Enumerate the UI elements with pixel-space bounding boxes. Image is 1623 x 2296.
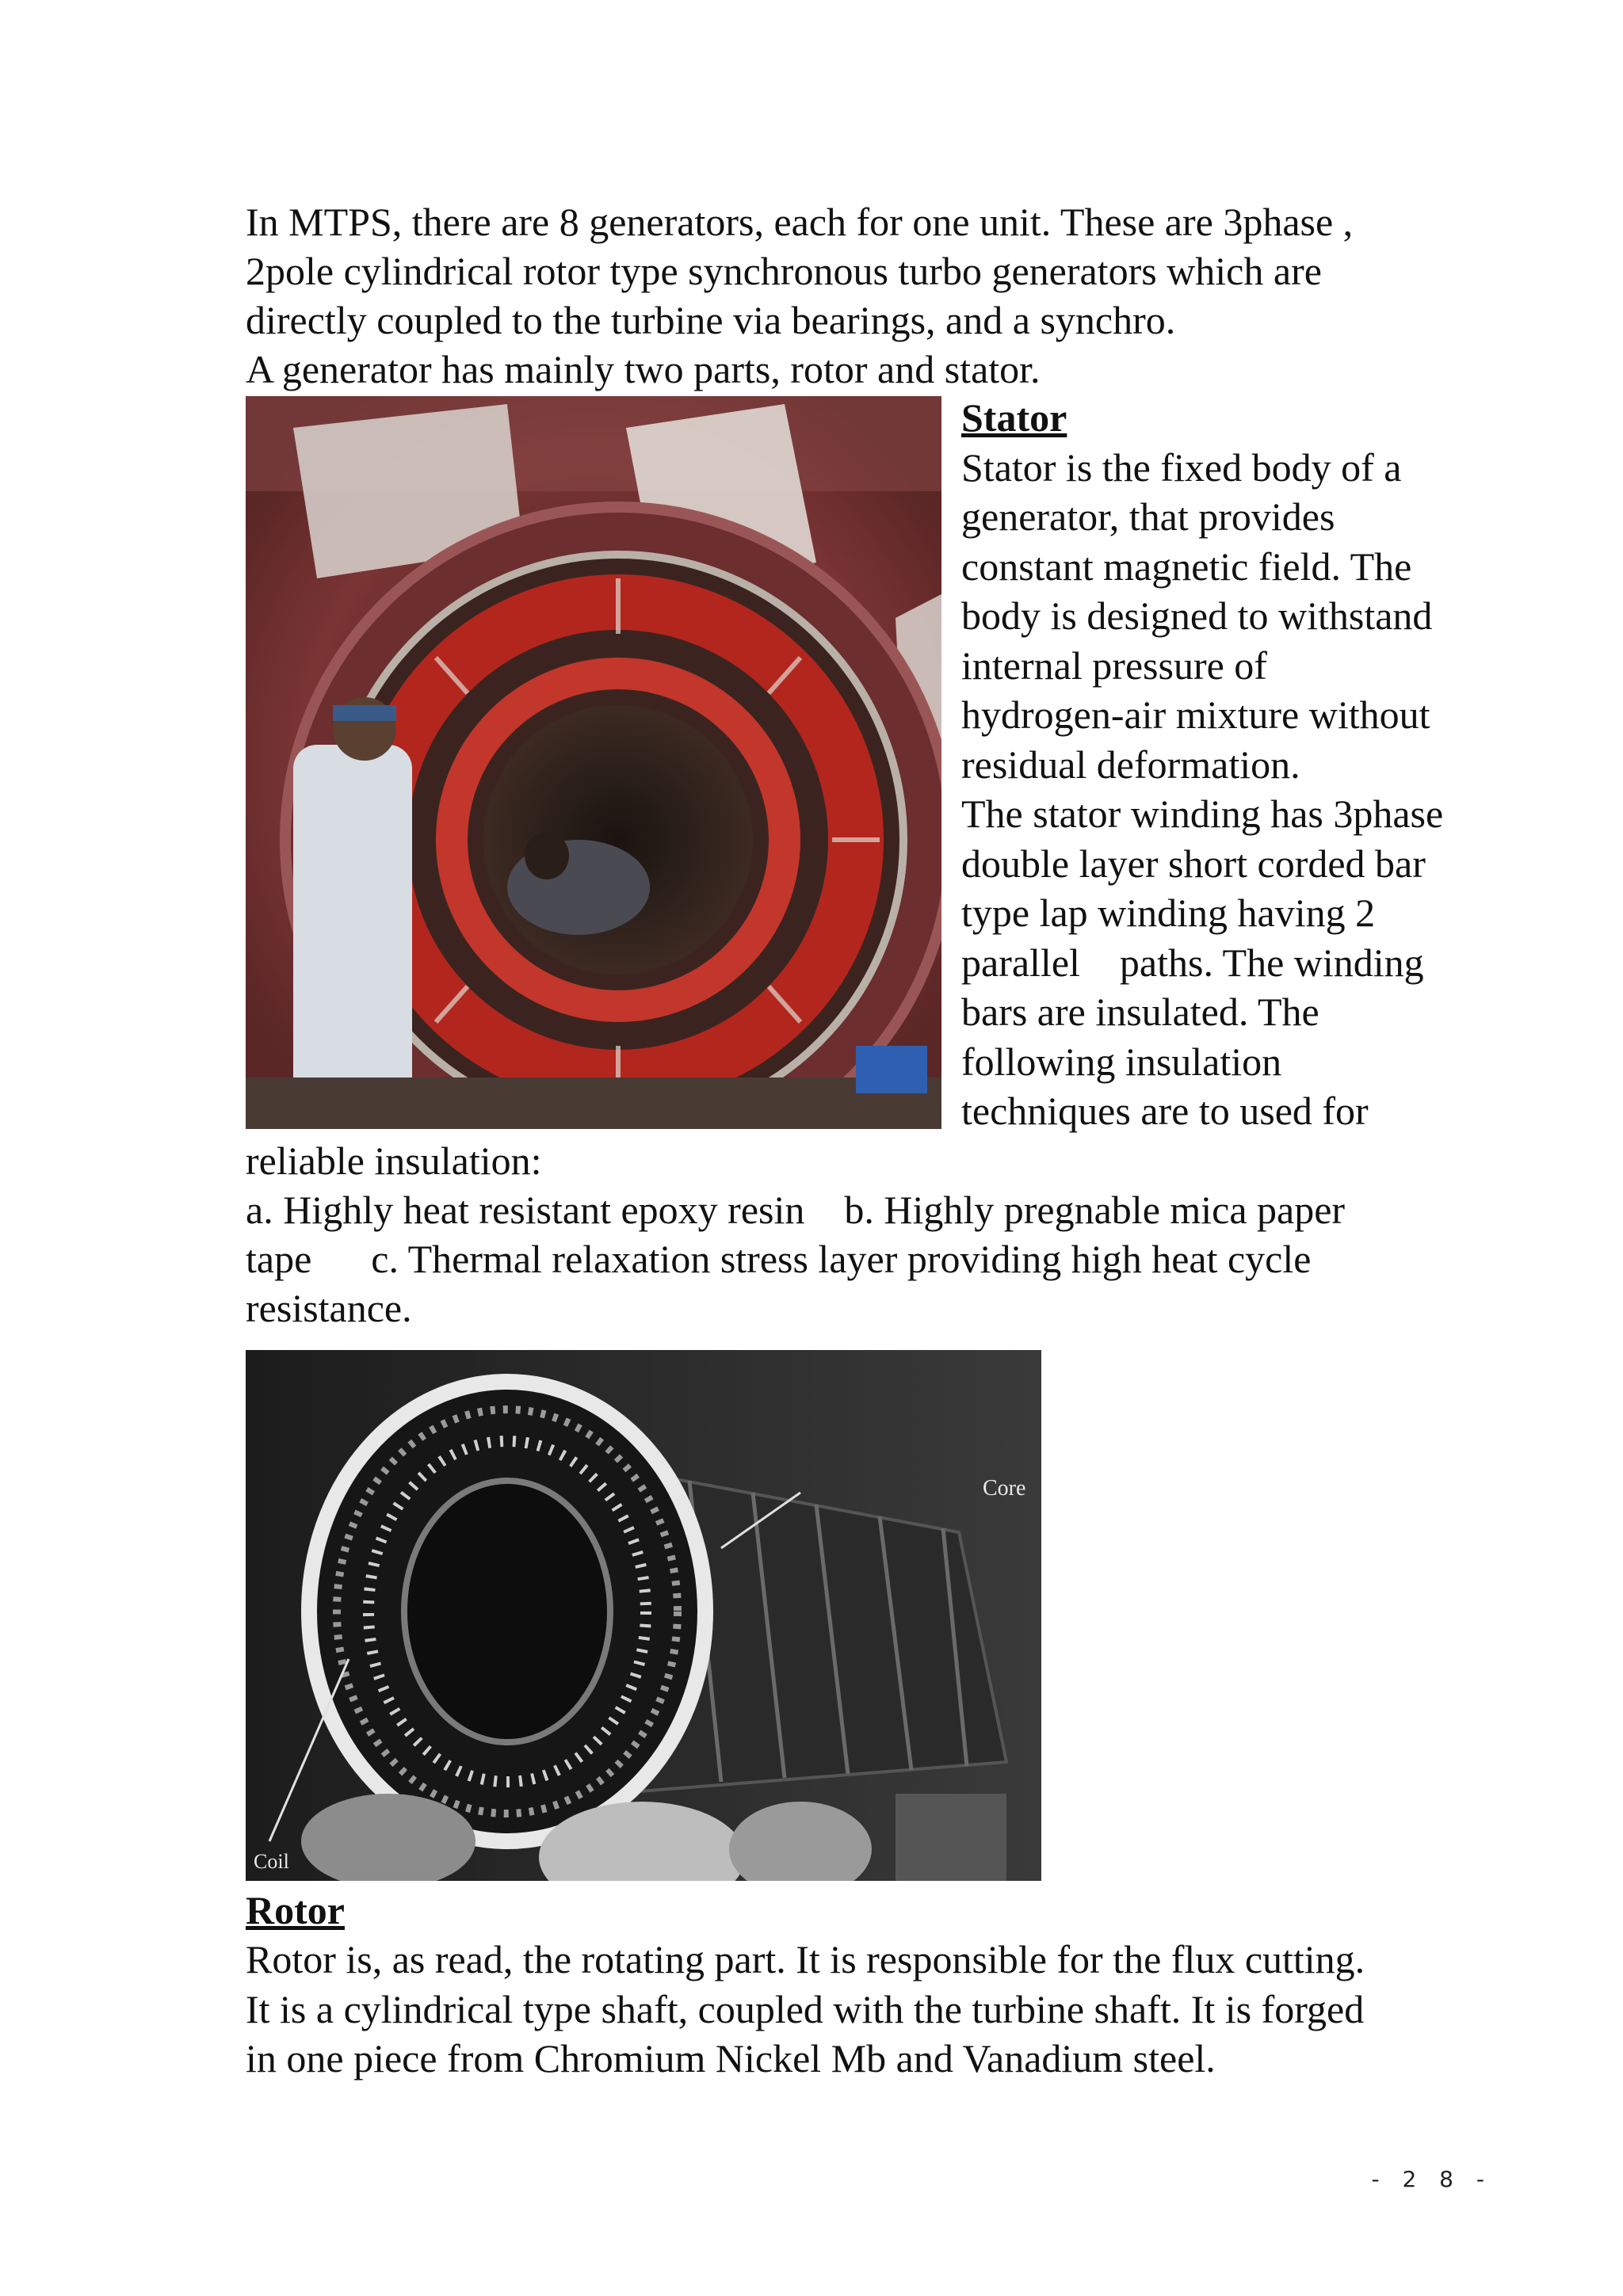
stator-photo — [246, 396, 941, 1129]
stator-photo-art — [246, 396, 941, 1129]
stator-heading: Stator — [961, 395, 1067, 440]
intro-paragraph — [246, 197, 1498, 394]
stator-line: constant magnetic field. The — [961, 543, 1412, 589]
stator-line: The stator winding has 3phase — [961, 791, 1444, 836]
stator-line: Stator is the fixed body of a — [961, 444, 1402, 490]
rotor-line: Rotor is, as read, the rotating part. It is responsible for the flux cutting. — [246, 1937, 1365, 1981]
stator-line: following insulation — [961, 1039, 1282, 1084]
stator-line: body is designed to withstand — [961, 593, 1433, 638]
insulation-line: tape c. Thermal relaxation stress layer providing high heat cycle — [246, 1237, 1312, 1281]
stator-line: parallel paths. The winding — [961, 940, 1424, 985]
intro-line: A generator has mainly two parts, rotor and stator. — [246, 347, 1041, 391]
intro-line: In MTPS, there are 8 generators, each for one unit. These are 3phase , — [246, 200, 1354, 244]
stator-line: residual deformation. — [961, 742, 1300, 787]
stator-line: techniques are to used for — [961, 1089, 1369, 1133]
intro-line: directly coupled to the turbine via bearings, and a synchro. — [246, 298, 1176, 342]
rotor-section — [246, 1886, 1514, 2084]
core-coil-photo-art — [246, 1350, 1041, 1881]
stator-line: bars are insulated. The — [961, 990, 1319, 1034]
insulation-line: reliable insulation: — [246, 1138, 542, 1183]
stator-section — [961, 393, 1516, 1136]
stator-line: hydrogen-air mixture without — [961, 692, 1430, 737]
stator-line: type lap winding having 2 — [961, 891, 1376, 935]
insulation-line: resistance. — [246, 1286, 412, 1330]
rotor-heading: Rotor — [246, 1888, 345, 1932]
coil-label: Coil — [254, 1850, 289, 1873]
page-number: - 2 8 - — [1371, 2166, 1492, 2192]
stator-line: generator, that provides — [961, 494, 1335, 539]
intro-line: 2pole cylindrical rotor type synchronous turbo generators which are — [246, 249, 1322, 293]
core-coil-photo — [246, 1350, 1041, 1881]
core-label: Core — [983, 1476, 1026, 1501]
insulation-paragraph — [246, 1136, 1498, 1333]
insulation-line: a. Highly heat resistant epoxy resin b. Highly pregnable mica paper — [246, 1188, 1346, 1232]
rotor-line: It is a cylindrical type shaft, coupled with the turbine shaft. It is forged — [246, 1986, 1365, 2031]
stator-line: double layer short corded bar — [961, 841, 1426, 886]
rotor-line: in one piece from Chromium Nickel Mb and Vanadium steel. — [246, 2036, 1216, 2081]
stator-line: internal pressure of — [961, 643, 1267, 688]
